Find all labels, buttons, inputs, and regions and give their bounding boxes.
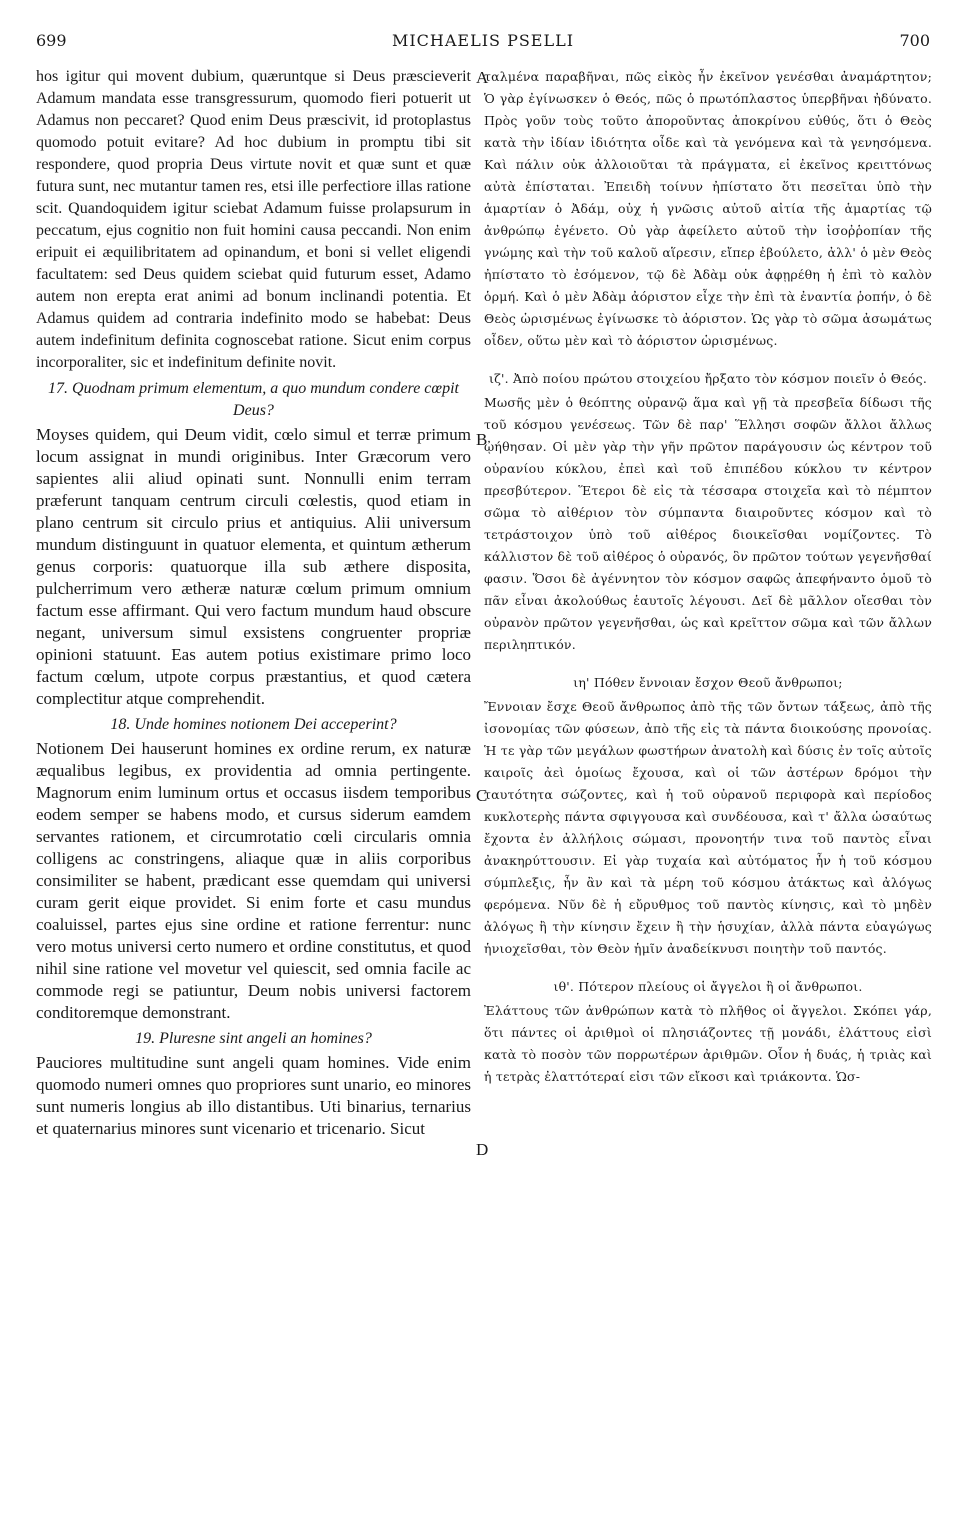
page-number-left: 699	[36, 31, 67, 50]
page-number-right: 700	[899, 31, 930, 50]
greek-paragraph-18: Ἔννοιαν ἔσχε Θεοῦ ἄνθρωπος ἀπὸ τῆς τῶν ὄντων τάξεως, ἀπὸ τῆς ἰσονομίας τῶν φύσεων, ἀπὸ τῆς εἰς τὰ πάντα διοικούσης προνοίας. Ἡ τε γὰρ τῶν μεγάλων φωστήρων ἀνατολὴ καὶ δύσις ἐν τοῖς αὐτοῖς καιροῖς ἀεὶ ὁμοίως ἔχουσα, καὶ οἱ τῶν ἀστέρων δρόμοι τὴν ταυτότητα σώζοντες, καὶ ἡ τοῦ οὐρανοῦ περιφορὰ καὶ περίοδος κυκλοτερὴς πάντα σφιγγουσα καὶ συνδέουσα, καὶ τ' ἄλλα ὡσαύτως ἔχοντα ἐν ἀλλήλοις σώμασι, προνοητήν τινα τοῦ παντὸς εἶναι ἀνακηρύττουσιν. Εἰ γὰρ τυχαία καὶ αὐτόματος ἦν ἡ τοῦ κόσμου σύμπλεξις, ἦν ἂν καὶ τὰ μέρη τοῦ κόσμου ἀτάκτως καὶ ἀλόγως φερόμενα. Νῦν δὲ ἡ εὔρυθμος τοῦ παντὸς κίνησις, καὶ τὸ μηδὲν ἀλόγως ἢ τὴν κίνησιν ἔχειν ἢ τὴν ἡσυχίαν, ἀλλὰ πάντα εὐαγώγως ἡνιοχεῖσθαι, τὸν Θεὸν ἡμῖν ἀναδείκνυσι ποιητὴν τοῦ παντός.	[484, 699, 932, 956]
latin-paragraph-intro: hos igitur qui movent dubium, quæruntque si Deus præscieverit Adamum mandata esse transgressurum, quomodo fieri potuerit ut Adamus non peccaret? Quod enim Deus præscivit, id protoplastus quomodo potuit evitare? Ad hoc dubium in promptu tibi sit respondere, quod propria Deus virtute novit et quæ sunt et quæ futura sunt, nec mutantur tamen res, etsi ille perfectiore illas ratione scit. Quandoquidem igitur sciebat Adamum fuisse prolapsurum in peccatum, ejus cognitio non fuit homini causa peccandi. Non enim eripuit ei æquilibritatem ad opinandum, et boni si vellet eligendi facultatem: sed Deus quidem sciebat quid futurum esset, Adamo autem non erepta erat animi ad bonum inclinandi potentia. Et Adamus quidem ad contraria indefinito modo se habebat: Deus autem indefinitum definita cognoscebat ratione. Sicut enim corpus incorporaliter, sic et indefinitum definite novit.	[36, 68, 471, 371]
latin-paragraph-19: Pauciores multitudine sunt angeli quam homines. Vide enim quomodo numeri omnes quo propriores sunt unario, eo minores sunt numeris longius ab illo distantibus. Uti binarius, ternarius et quaternarius minores sunt vicenario et tricenario. Sicut	[36, 1053, 471, 1138]
greek-heading-19: ιθ'. Πότερον πλείους οἱ ἄγγελοι ἢ οἱ ἄνθρωποι.	[553, 979, 863, 994]
greek-heading-17: ιζ'. Ἀπὸ ποίου πρώτου στοιχείου ἤρξατο τὸν κόσμον ποιεῖν ὁ Θεός.	[488, 371, 928, 386]
latin-heading-19: 19. Pluresne sint angeli an homines?	[135, 1030, 372, 1047]
greek-paragraph-19: Ἐλάττους τῶν ἀνθρώπων κατὰ τὸ πλῆθος οἱ ἄγγελοι. Σκόπει γάρ, ὅτι πάντες οἱ ἀριθμοὶ οἱ πλησιάζοντες τῇ μονάδι, ἐλάττους εἰσὶ κατὰ τὸ ποσὸν τῶν πορρωτέρων ἀριθμῶν. Οἷον ἡ δυάς, ἡ τριὰς καὶ ἡ τετρὰς ἐλαττότεραί εἰσι τῶν εἴκοσι καὶ τριάκοντα. Ὡσ-	[484, 1003, 932, 1084]
greek-heading-18: ιη' Πόθεν ἔννοιαν ἔσχον Θεοῦ ἄνθρωποι;	[573, 675, 843, 690]
margin-marker-c: C	[476, 786, 488, 805]
margin-marker-b: B	[476, 430, 488, 449]
latin-heading-18: 18. Unde homines notionem Dei acceperint?	[110, 716, 397, 733]
latin-column	[36, 66, 471, 1140]
latin-paragraph-18: Notionem Dei hauserunt homines ex ordine rerum, ex naturæ æqualibus legibus, ex providentia ad omnia pertingente. Magnorum enim luminum ortus et occasus iisdem temporibus eodem semper se habens modo, et cursus siderum eamdem servantes rationem, et circumrotatio cœli circularis omnia colligens ac constringens, aliaque quæ in aliis corporibus consimiliter se habent, prædicant esse quemdam qui universi curam gerit eique providet. Si enim forte et casu mundus coaluissel, partes ejus sine ordine et ratione ferrentur: nunc vero motus universi certo numero et ordine constitutus, et quod nihil sine ratione vel movetur vel quiescit, sed omnia facile ac commode regi se patiuntur, Deum nobis universi factorem conditoremque demonstrant.	[36, 739, 471, 1022]
greek-paragraph-intro: ταλμένα παραβῆναι, πῶς εἰκὸς ἦν ἐκεῖνον γενέσθαι ἀναμάρτητον; Ὁ γὰρ ἐγίνωσκεν ὁ Θεός, πῶς ὁ πρωτόπλαστος ὑπερβῆναι ἠδύνατο. Πρὸς γοῦν τοὺς τοῦτο ἀποροῦντας ἀποκρίνου εὐθύς, ὅτι ὁ Θεὸς κατὰ τὴν ἰδίαν ἰδιότητα οἶδε καὶ τὰ γενόμενα καὶ τὰ γενησόμενα. Καὶ πάλιν οὐκ ἀλλοιοῦται τὰ πράγματα, εἰ ἐκεῖνος κρειττόνως αὐτὰ ἐπίσταται. Ἐπειδὴ τοίνυν ἠπίστατο ὅτι πεσεῖται ὑπὸ τὴν ἁμαρτίαν ὁ Ἀδάμ, οὐχ ἡ γνῶσις αὐτοῦ αἰτία τῆς ἁμαρτίας τῷ ἀνθρώπῳ ἐγένετο. Οὐ γὰρ ἀφείλετο αὐτοῦ τὴν ἰσοῤῥοπίαν τῆς γνώμης καὶ τὴν τοῦ καλοῦ αἵρεσιν, εἴπερ ἐβούλετο, ἀλλ' ὁ μὲν Θεὸς ἠπίστατο τὸ ἐσόμενον, τῷ δὲ Ἀδὰμ οὐκ ἀφῃρέθη ἡ ἐπὶ τὸ καλὸν ὁρμή. Καὶ ὁ μὲν Ἀδὰμ ἀόριστον εἶχε τὴν ἐπὶ τὰ ἐναντία ῥοπήν, ὁ δὲ Θεὸς ὡρισμένως ἐγίνωσκε τὸ ἀόριστον. Ὡς γὰρ τὸ σῶμα ἀσωμάτως οἶδεν, οὕτω μὲν καὶ τὸ ἀόριστον ὡρισμένως.	[484, 69, 932, 348]
margin-marker-d: D	[476, 1140, 489, 1159]
margin-marker-a: A	[476, 68, 489, 87]
greek-paragraph-17: Μωσῆς μὲν ὁ θεόπτης οὐρανῷ ἅμα καὶ γῇ τὰ πρεσβεῖα δίδωσι τῆς τοῦ κόσμου γενέσεως. Τῶν δὲ παρ' Ἕλλησι σοφῶν ἄλλοι ἄλλως ᾠήθησαν. Οἱ μὲν γὰρ τὴν γῆν πρῶτον παράγουσιν ὡς κέντρον τοῦ οὐρανίου κύκλου, ἐπεὶ καὶ τοῦ ἐπιπέδου κύκλου τν κέντρον πρεσβύτερον. Ἕτεροι δὲ εἰς τὰ τέσσαρα στοιχεῖα καὶ τὸ πέμπτον σῶμα τὸ αἰθέριον τὸν σύμπαντα διαιροῦντες κόσμον καὶ τὸ τετράστοιχον ὑπὸ τοῦ αἰθέρος διοικεῖσθαι νομίζοντες. Τὸ κάλλιστον δὲ τοῦ αἰθέρος ὁ οὐρανός, ὃν πρῶτον τούτων γεγενῆσθαί φασιν. Ὅσοι δὲ ἀγέννητον τὸν κόσμον σαφῶς ἀπεφήναντο ὁμοῦ τὸ πᾶν εἶναι ἀκολούθως ἑαυτοῖς λέγουσι. Δεῖ δὲ μᾶλλον οἴεσθαι τὸν οὐρανὸν πρῶτον γεγενῆσθαι, ὡς καὶ κρεῖττον σῶμα καὶ τῶν ἄλλων περιληπτικόν.	[484, 395, 933, 652]
greek-column	[484, 66, 932, 1088]
latin-heading-17: 17. Quodnam primum elementum, a quo mundum condere cœpit Deus?	[48, 380, 459, 419]
latin-paragraph-17: Moyses quidem, qui Deum vidit, cœlo simul et terræ primum locum assignat in mundi originibus. Inter Græcorum vero sapientes alii aliud opinati sunt. Nonnulli enim terram præferunt tanquam centrum circuli cœlestis, quod etiam in plano centrum sit circulo prius et antiquius. Alii universum mundum distinguunt in quatuor elementa, et quintum ætherum genus corporis: quatuorque illa sub æthere disposita, pulcherrimum vero ætheræ naturæ cœlum primum omnium factum esse affirmant. Qui vero factum mundum haud obscure negant, universum simul exsistens congruenter propriæ opinioni statuunt. Eas autem potius existimare primo loco factum cœlum, utpote corpus præstantius, et quod cætera complectitur atque comprehendit.	[36, 425, 471, 708]
running-title: MICHAELIS PSELLI	[391, 31, 575, 50]
